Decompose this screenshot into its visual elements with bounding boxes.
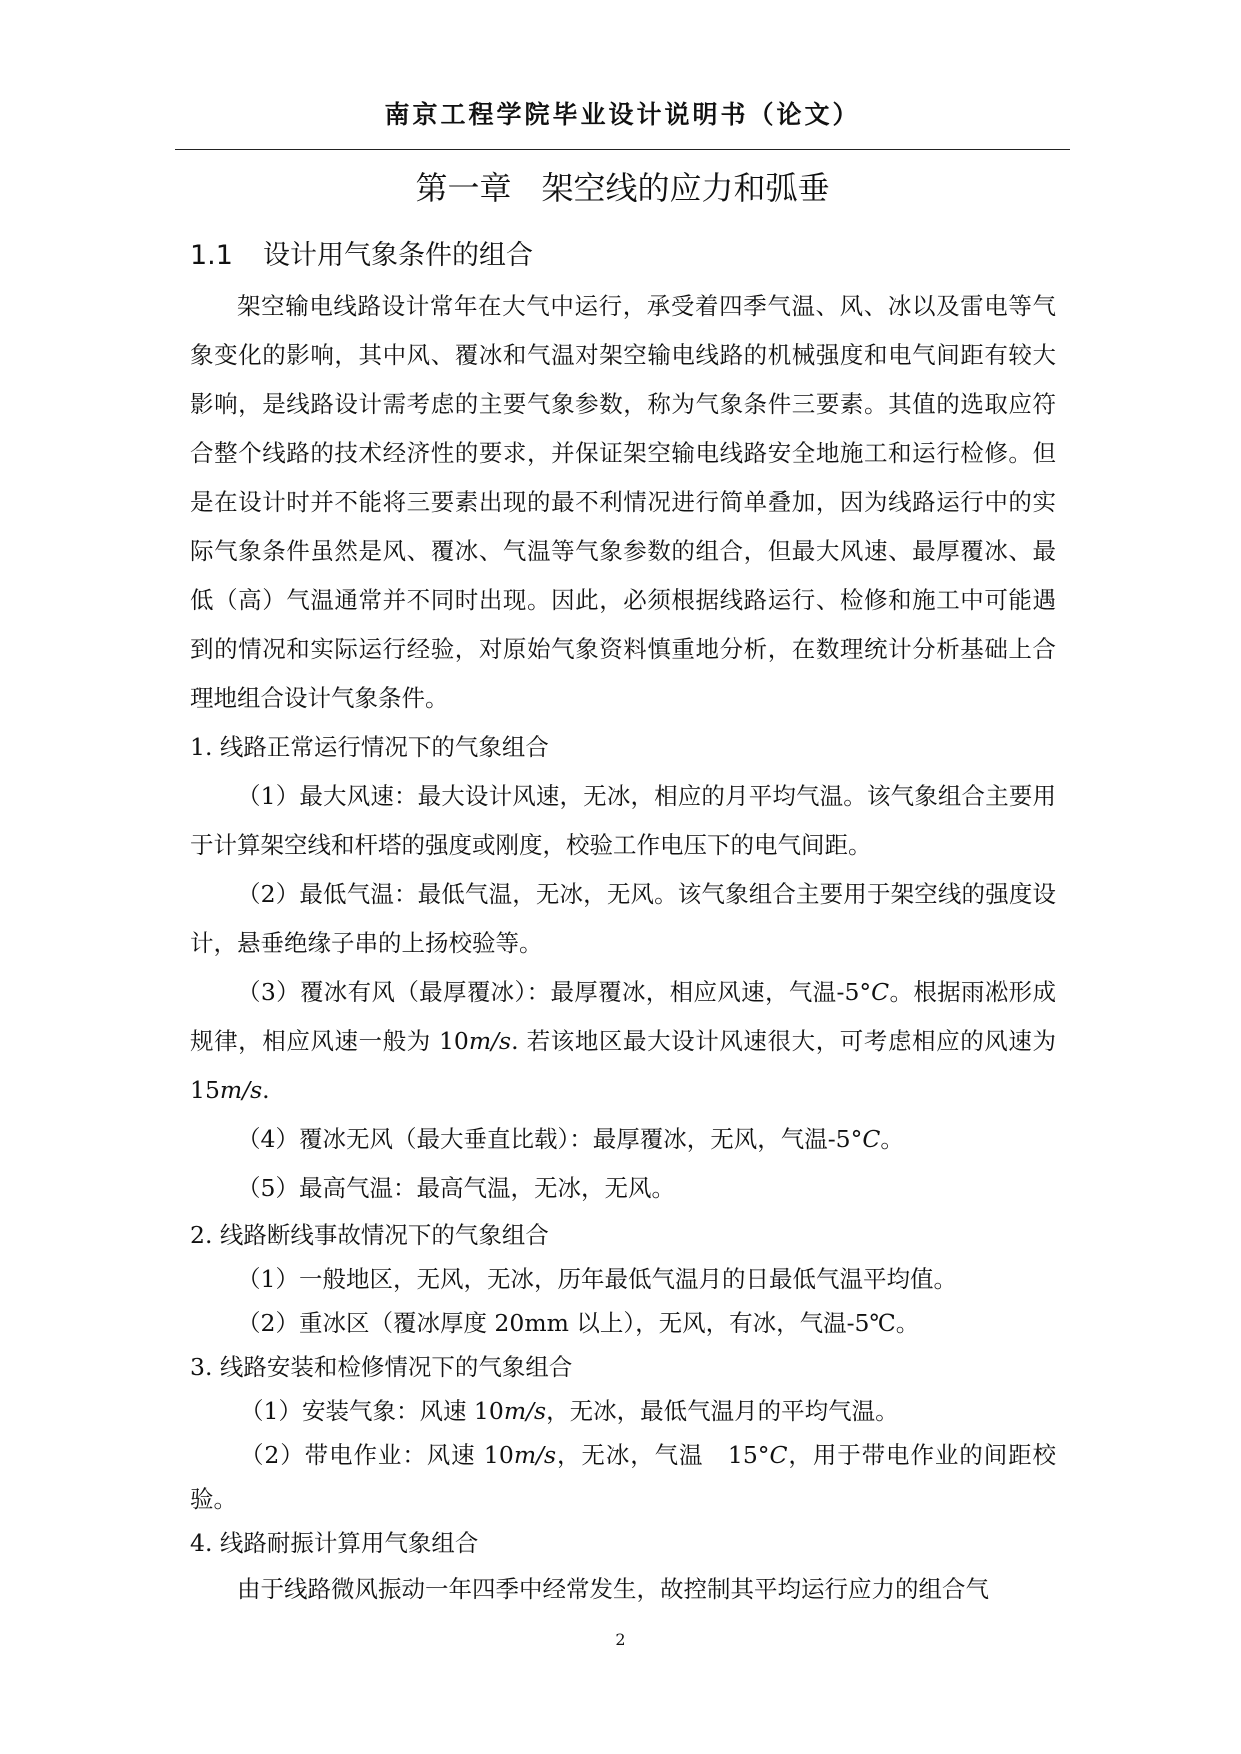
text-run: ，无冰，气温 15 [556,1441,758,1469]
section-title: 设计用气象条件的组合 [262,240,533,271]
text-run: ，用于带电作业的间距校验。 [190,1441,1057,1513]
chapter-number: 第一章 [415,169,512,207]
section-heading [190,233,533,272]
unit-speed: m/s [503,1397,547,1425]
paragraph-heavy-ice: （2）重冰区（覆冰厚度 20mm 以上），无风，有冰，气温-5℃。 [237,1309,920,1337]
unit-celsius: °C [757,1441,788,1469]
text-run: （1）安装气象：风速 10 [240,1397,504,1425]
running-header: 南京工程学院毕业设计说明书（论文） [384,100,861,129]
section-number: 1.1 [190,240,233,271]
subheading-installation: 3. 线路安装和检修情况下的气象组合 [190,1353,573,1381]
page-number: 2 [615,1630,626,1649]
unit-speed: m/s [219,1076,263,1104]
text-run: （3）覆冰有风（最厚覆冰）：最厚覆冰，相应风速，气温-5 [237,978,860,1006]
paragraph-intro: 架空输电线路设计常年在大气中运行，承受着四季气温、风、冰以及雷电等气象变化的影响，其中风、覆冰和气温对架空输电线路的机械强度和电气间距有较大影响，是线路设计需考虑的主要气象参数，称为气象条件三要素。其值的选取应符合整个线路的技术经济性的要求，并保证架空输电线路安全地施工和运行检修。但是在设计时并不能将三要素出现的最不利情况进行简单叠加，因为线路运行中的实际气象条件虽然是风、覆冰、气温等气象参数的组合，但最大风速、最厚覆冰、最低（高）气温通常并不同时出现。因此，必须根据线路运行、检修和施工中可能遇到的情况和实际运行经验，对原始气象资料慎重地分析，在数理统计分析基础上合理地组合设计气象条件。 [190,292,1056,712]
paragraph-live-work [190,1433,1056,1521]
unit-celsius: °C [850,1125,881,1153]
chapter-heading [175,163,1070,209]
text-run: （4）覆冰无风（最大垂直比载）：最厚覆冰，无风，气温-5 [237,1125,851,1153]
unit-speed: m/s [468,1027,512,1055]
text-run: 。根据雨凇形成规律，相应风速一般为 10 [190,978,1057,1055]
paragraph-max-wind: （1）最大风速：最大设计风速，无冰，相应的月平均气温。该气象组合主要用于计算架空线和杆塔的强度或刚度，校验工作电压下的电气间距。 [190,782,1056,859]
text-run: （2）带电作业：风速 10 [240,1441,514,1469]
paragraph-ice-wind [190,968,1056,1115]
text-run: . [262,1076,270,1104]
subheading-vibration: 4. 线路耐振计算用气象组合 [190,1529,479,1557]
unit-celsius: °C [859,978,890,1006]
paragraph-install-weather [190,1389,1056,1433]
paragraph-vibration: 由于线路微风振动一年四季中经常发生，故控制其平均运行应力的组合气 [237,1575,989,1603]
paragraph-max-temp: （5）最高气温：最高气温，无冰，无风。 [237,1174,675,1202]
unit-speed: m/s [513,1441,557,1469]
subheading-break-accident: 2. 线路断线事故情况下的气象组合 [190,1221,549,1249]
chapter-title: 架空线的应力和弧垂 [541,169,830,207]
subheading-normal-operation: 1. 线路正常运行情况下的气象组合 [190,733,549,761]
paragraph-general-area: （1）一般地区，无风，无冰，历年最低气温月的日最低气温平均值。 [237,1265,957,1293]
paragraph-min-temp: （2）最低气温：最低气温，无冰，无风。该气象组合主要用于架空线的强度设计，悬垂绝缘子串的上扬校验等。 [190,880,1056,957]
body-text [190,282,1056,1614]
paragraph-ice-no-wind [190,1115,1056,1164]
text-run: ，无冰，最低气温月的平均气温。 [546,1397,899,1425]
text-run: 。 [880,1125,904,1153]
header-rule [175,149,1070,150]
text-run: . 若该地区最大设计风速很大，可考虑相应的风速为 15 [190,1027,1056,1104]
